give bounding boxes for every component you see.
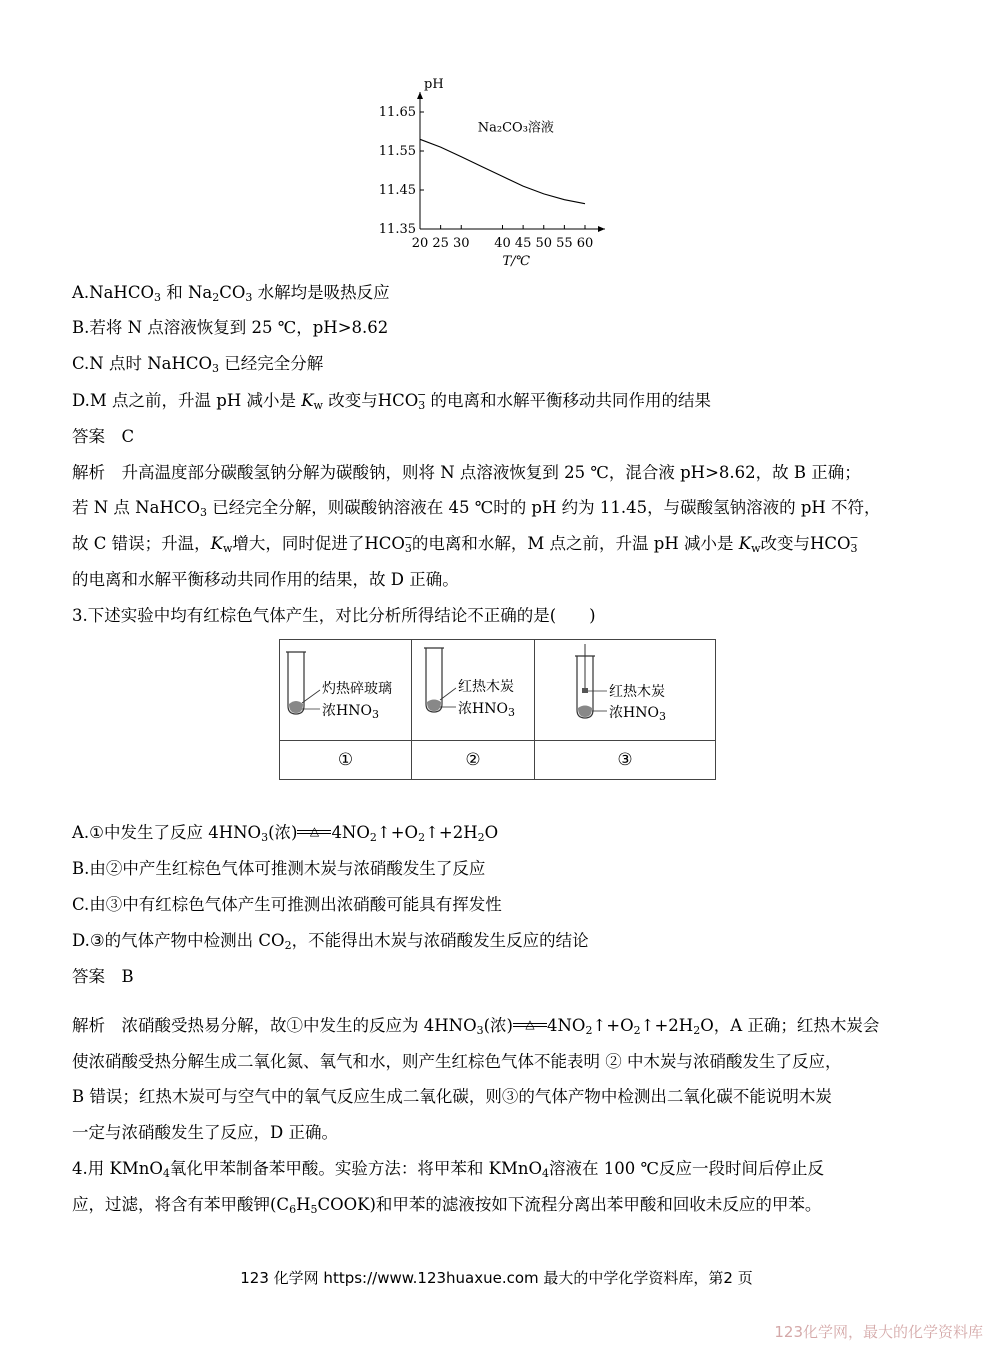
watermark: 123化学网，最大的化学资料库	[774, 1323, 983, 1341]
q3-option-d: D.③的气体产物中检测出 $CO_2$，不能得出木炭与浓硝酸发生反应的结论	[72, 931, 589, 952]
analysis-q3-line2: 使浓硝酸受热分解生成二氧化氮、氧气和水，则产生红棕色气体不能表明 ② 中木炭与浓硝酸发生了反应，	[72, 1052, 842, 1071]
analysis-q2-line3: 故 C 错误；升温，$K_w$增大，同时促进了HCO3 − 的电离和水解，M 点之前，升温 pH 减小是 $K_w$改变与HCO3 −	[72, 531, 859, 555]
analysis-q2-line2: 若 N 点 NaHCO$_3$ 已经完全分解，则碳酸钠溶液在 45 ℃时的 pH 约为 11.45，与碳酸氢钠溶液的 pH 不符，	[72, 498, 881, 519]
experiment-number-3: ③	[535, 741, 716, 780]
option-a: A.NaHCO$_3$ 和 $Na_2CO_3$ 水解均是吸热反应	[72, 283, 390, 304]
tube-cell-3	[535, 640, 716, 741]
tube3-top-label: 红热木炭	[609, 684, 665, 700]
x-tick-label: 30	[452, 236, 470, 251]
tube2-acid-label: 浓$HNO_3$	[458, 701, 515, 719]
x-tick-label: 20	[411, 236, 429, 251]
x-axis-arrow	[598, 226, 605, 232]
experiment-number-1: ①	[280, 741, 412, 780]
y-tick-label: 11.35	[378, 222, 416, 237]
question-4-line2: 应，过滤，将含有苯甲酸钾$(C_6H_5COOK)$和甲苯的滤液按如下流程分离出苯甲酸和回收未反应的甲苯。	[72, 1195, 822, 1216]
question-3-stem: 3.下述实验中均有红棕色气体产生，对比分析所得结论不正确的是( )	[72, 606, 596, 625]
analysis-q2-line1: 解析 升高温度部分碳酸氢钠分解为碳酸钠，则将 N 点溶液恢复到 25 ℃，混合液 pH>8.62，故 B 正确；	[72, 463, 861, 482]
answer-q2: 答案 C	[72, 427, 135, 446]
analysis-q3-line3: B 错误；红热木炭可与空气中的氧气反应生成二氧化碳，则③的气体产物中检测出二氧化碳不能说明木炭	[72, 1087, 832, 1106]
analysis-q2-line4: 的电离和水解平衡移动共同作用的结果，故 D 正确。	[72, 570, 459, 589]
tube1-top-label: 灼热碎玻璃	[322, 681, 392, 697]
x-tick-label: 60	[576, 236, 594, 251]
experiment-number-2: ②	[412, 741, 535, 780]
answer-q3: 答案 B	[72, 967, 134, 986]
y-tick-label: 11.45	[378, 183, 416, 198]
na2co3-curve	[420, 139, 585, 203]
x-tick-label: 50	[535, 236, 553, 251]
tube-cell-1	[280, 640, 412, 741]
question-4-line1: 4.用 KMnO$_4$氧化甲苯制备苯甲酸。实验方法：将甲苯和 KMnO$_4$溶液在 100 ℃反应一段时间后停止反	[72, 1159, 824, 1180]
q3-option-a: A.①中发生了反应 $4HNO_3$(浓) △ $4NO_2↑+O_2↑+2H_2O$	[72, 823, 499, 844]
tube2-top-label: 红热木炭	[458, 679, 514, 695]
experiment-table	[279, 639, 716, 780]
x-tick-label: 45	[514, 236, 532, 251]
analysis-q3-line4: 一定与浓硝酸发生了反应，D 正确。	[72, 1123, 338, 1142]
analysis-q3-line1: 解析 浓硝酸受热易分解，故①中发生的反应为 $4HNO_3$(浓) △ $4NO_2↑+O_2↑+2H_2O$，A 正确；红热木炭会	[72, 1016, 880, 1037]
tube-cell-2	[412, 640, 535, 741]
q3-option-c: C.由③中有红棕色气体产生可推测出浓硝酸可能具有挥发性	[72, 895, 502, 914]
x-tick-label: 55	[556, 236, 573, 251]
option-b: B.若将 N 点溶液恢复到 25 ℃，pH>8.62	[72, 318, 389, 337]
tube1-acid-label: 浓$HNO_3$	[322, 703, 379, 721]
bicarbonate-ion: HCO3 −	[377, 388, 427, 412]
page-footer: 123 化学网 https://www.123huaxue.com 最大的中学化学资料库，第2 页	[240, 1269, 753, 1287]
ph-temperature-chart	[370, 72, 630, 272]
y-tick-label: 11.55	[378, 144, 416, 159]
tube3-acid-label: 浓$HNO_3$	[609, 705, 666, 723]
y-tick-label: 11.65	[378, 105, 416, 120]
y-axis-label: pH	[424, 77, 444, 92]
option-c: C.N 点时 NaHCO$_3$ 已经完全分解	[72, 354, 324, 375]
option-d: D.M 点之前，升温 pH 减小是 $K_w$ 改变与HCO3 − 的电离和水解平衡移动共同作用的结果	[72, 390, 711, 417]
y-axis-arrow	[417, 92, 423, 99]
x-axis-label: T/℃	[502, 254, 531, 269]
x-tick-label: 25	[432, 236, 449, 251]
q3-option-b: B.由②中产生红棕色气体可推测木炭与浓硝酸发生了反应	[72, 859, 486, 878]
x-tick-label: 40	[494, 236, 511, 251]
series-label: Na₂CO₃溶液	[477, 120, 554, 136]
chart-series	[420, 120, 585, 204]
